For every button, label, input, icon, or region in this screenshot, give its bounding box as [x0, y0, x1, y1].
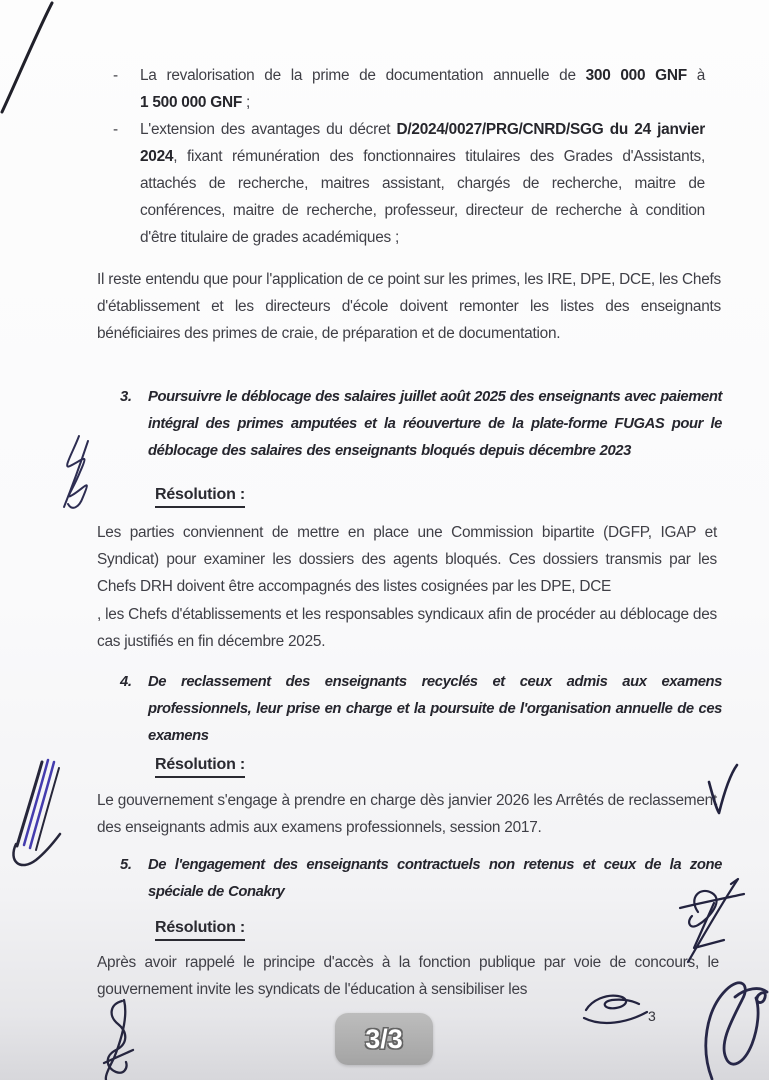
bullet-item [113, 116, 705, 251]
item-number: 4. [120, 674, 132, 690]
resolution-heading [155, 756, 245, 778]
text-run: à [686, 67, 705, 84]
agenda-item-5 [120, 852, 722, 906]
signature-bottom-left-icon [104, 1000, 133, 1080]
item-text: Poursuivre le déblocage des salaires juillet août 2025 des enseignants avec paiement intégral des primes amputées et la réouverture de la plate-forme FUGAS pour le déblocage des salaires des enseignants bloqués depuis décembre 2023 [148, 389, 722, 459]
resolution-heading [155, 486, 245, 508]
paragraph-primes-note: Il reste entendu que pour l'application de ce point sur les primes, les IRE, DPE, DCE, les Chefs d'établissement et les directeurs d'école doivent remonter les listes des enseignants bénéficiaires des primes de craie, de préparation et de documentation. [97, 271, 721, 342]
resolution-label: Résolution : [155, 756, 245, 778]
item-number: 5. [120, 857, 132, 873]
text-run-bold: 1 500 000 GNF [140, 94, 242, 111]
text-run: , fixant rémunération des fonctionnaires titulaires des Grades d'Assistants, attachés de recherche, maitres assistant, chargés de recherche, maitre de conférences, maitre de recherche, professeur, directeur de recherche à condition d'être titulaire de grades académiques ; [140, 148, 705, 246]
resolution-4-paragraph: Le gouvernement s'engage à prendre en charge dès janvier 2026 les Arrêtés de reclassement des enseignants admis aux examens professionnels, session 2017. [97, 792, 717, 836]
initials-left-middle-icon [64, 436, 88, 508]
text-run: La revalorisation de la prime de documentation annuelle de [140, 67, 586, 84]
item-number: 3. [120, 389, 132, 405]
resolution-heading [155, 919, 245, 941]
item-text: De l'engagement des enseignants contractuels non retenus et ceux de la zone spéciale de Conakry [148, 857, 722, 900]
item-text: De reclassement des enseignants recyclés et ceux admis aux examens professionnels, leur prise en charge et la poursuite de l'organisation annuelle de ces examens [148, 674, 722, 744]
bullet-dash: - [113, 67, 118, 84]
page-number: 3 [648, 1008, 656, 1024]
agenda-item-3 [120, 384, 722, 465]
agenda-item-4 [120, 669, 722, 750]
text-run-bold: D/2024/0027/PRG/CNRD/SGG du 24 janvier 2024 [140, 121, 705, 165]
text-run: L'extension des avantages du décret [140, 121, 397, 138]
bullet-list [113, 62, 705, 251]
resolution-label: Résolution : [155, 919, 245, 941]
page-indicator-badge: 3/3 [335, 1013, 433, 1065]
initials-left-lower-icon [13, 760, 60, 865]
resolution-5-paragraph: Après avoir rappelé le principe d'accès à la fonction publique par voie de concours, le gouvernement invite les syndicats de l'éducation à sensibiliser les [97, 954, 719, 998]
bullet-item [113, 62, 705, 116]
bullet-text [140, 62, 705, 116]
bullet-dash: - [113, 121, 118, 138]
resolution-3-paragraph-2: , les Chefs d'établissements et les responsables syndicaux afin de procéder au déblocage des cas justifiés en fin décembre 2025. [97, 606, 717, 650]
resolution-3-paragraph-1: Les parties conviennent de mettre en place une Commission bipartite (DGFP, IGAP et Syndicat) pour examiner les dossiers des agents bloqués. Ces dossiers transmis par les Chefs DRH doivent être accompagnés des listes cosignées par les DPE, DCE [97, 524, 717, 595]
resolution-label: Résolution : [155, 486, 245, 508]
pen-stroke-top-left-icon [2, 3, 52, 112]
text-run: ; [241, 94, 251, 111]
bullet-text [140, 116, 705, 251]
text-run-bold: 300 000 GNF [585, 67, 687, 84]
